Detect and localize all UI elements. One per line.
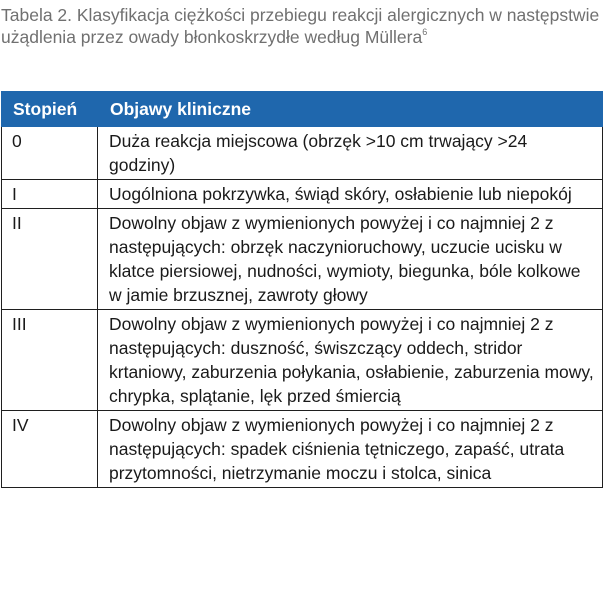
header-grade: Stopień	[2, 91, 98, 127]
grade-cell: 0	[2, 127, 98, 180]
table-header-row	[2, 91, 603, 127]
table-row	[2, 209, 603, 310]
symptoms-cell: Dowolny objaw z wymienionych powyżej i co najmniej 2 z następujących: duszność, świszczący oddech, stridor krtaniowy, zaburzenia połykania, osłabienie, zaburzenia mowy, chrypka, splątanie, lęk przed śmiercią	[98, 310, 603, 411]
grade-cell: IV	[2, 411, 98, 488]
table-row	[2, 127, 603, 180]
caption-text: Tabela 2. Klasyfikacja ciężkości przebiegu reakcji alergicznych w następstwie użądlenia przez owady błonkoskrzydłe według Müllera	[1, 5, 600, 47]
table-caption	[1, 4, 601, 51]
grade-cell: II	[2, 209, 98, 310]
grade-cell: III	[2, 310, 98, 411]
symptoms-cell: Duża reakcja miejscowa (obrzęk >10 cm trwający >24 godziny)	[98, 127, 603, 180]
header-symptoms: Objawy kliniczne	[98, 91, 603, 127]
symptoms-cell: Dowolny objaw z wymienionych powyżej i co najmniej 2 z następujących: spadek ciśnienia tętniczego, zapaść, utrata przytomności, nietrzymanie moczu i stolca, sinica	[98, 411, 603, 488]
classification-table	[1, 91, 603, 488]
caption-footnote: 6	[422, 27, 428, 37]
symptoms-cell: Uogólniona pokrzywka, świąd skóry, osłabienie lub niepokój	[98, 180, 603, 209]
table-row	[2, 411, 603, 488]
symptoms-cell: Dowolny objaw z wymienionych powyżej i co najmniej 2 z następujących: obrzęk naczynioruchowy, uczucie ucisku w klatce piersiowej, nudności, wymioty, biegunka, bóle kolkowe w jamie brzusznej, zawroty głowy	[98, 209, 603, 310]
table-row	[2, 180, 603, 209]
grade-cell: I	[2, 180, 98, 209]
table-row	[2, 310, 603, 411]
